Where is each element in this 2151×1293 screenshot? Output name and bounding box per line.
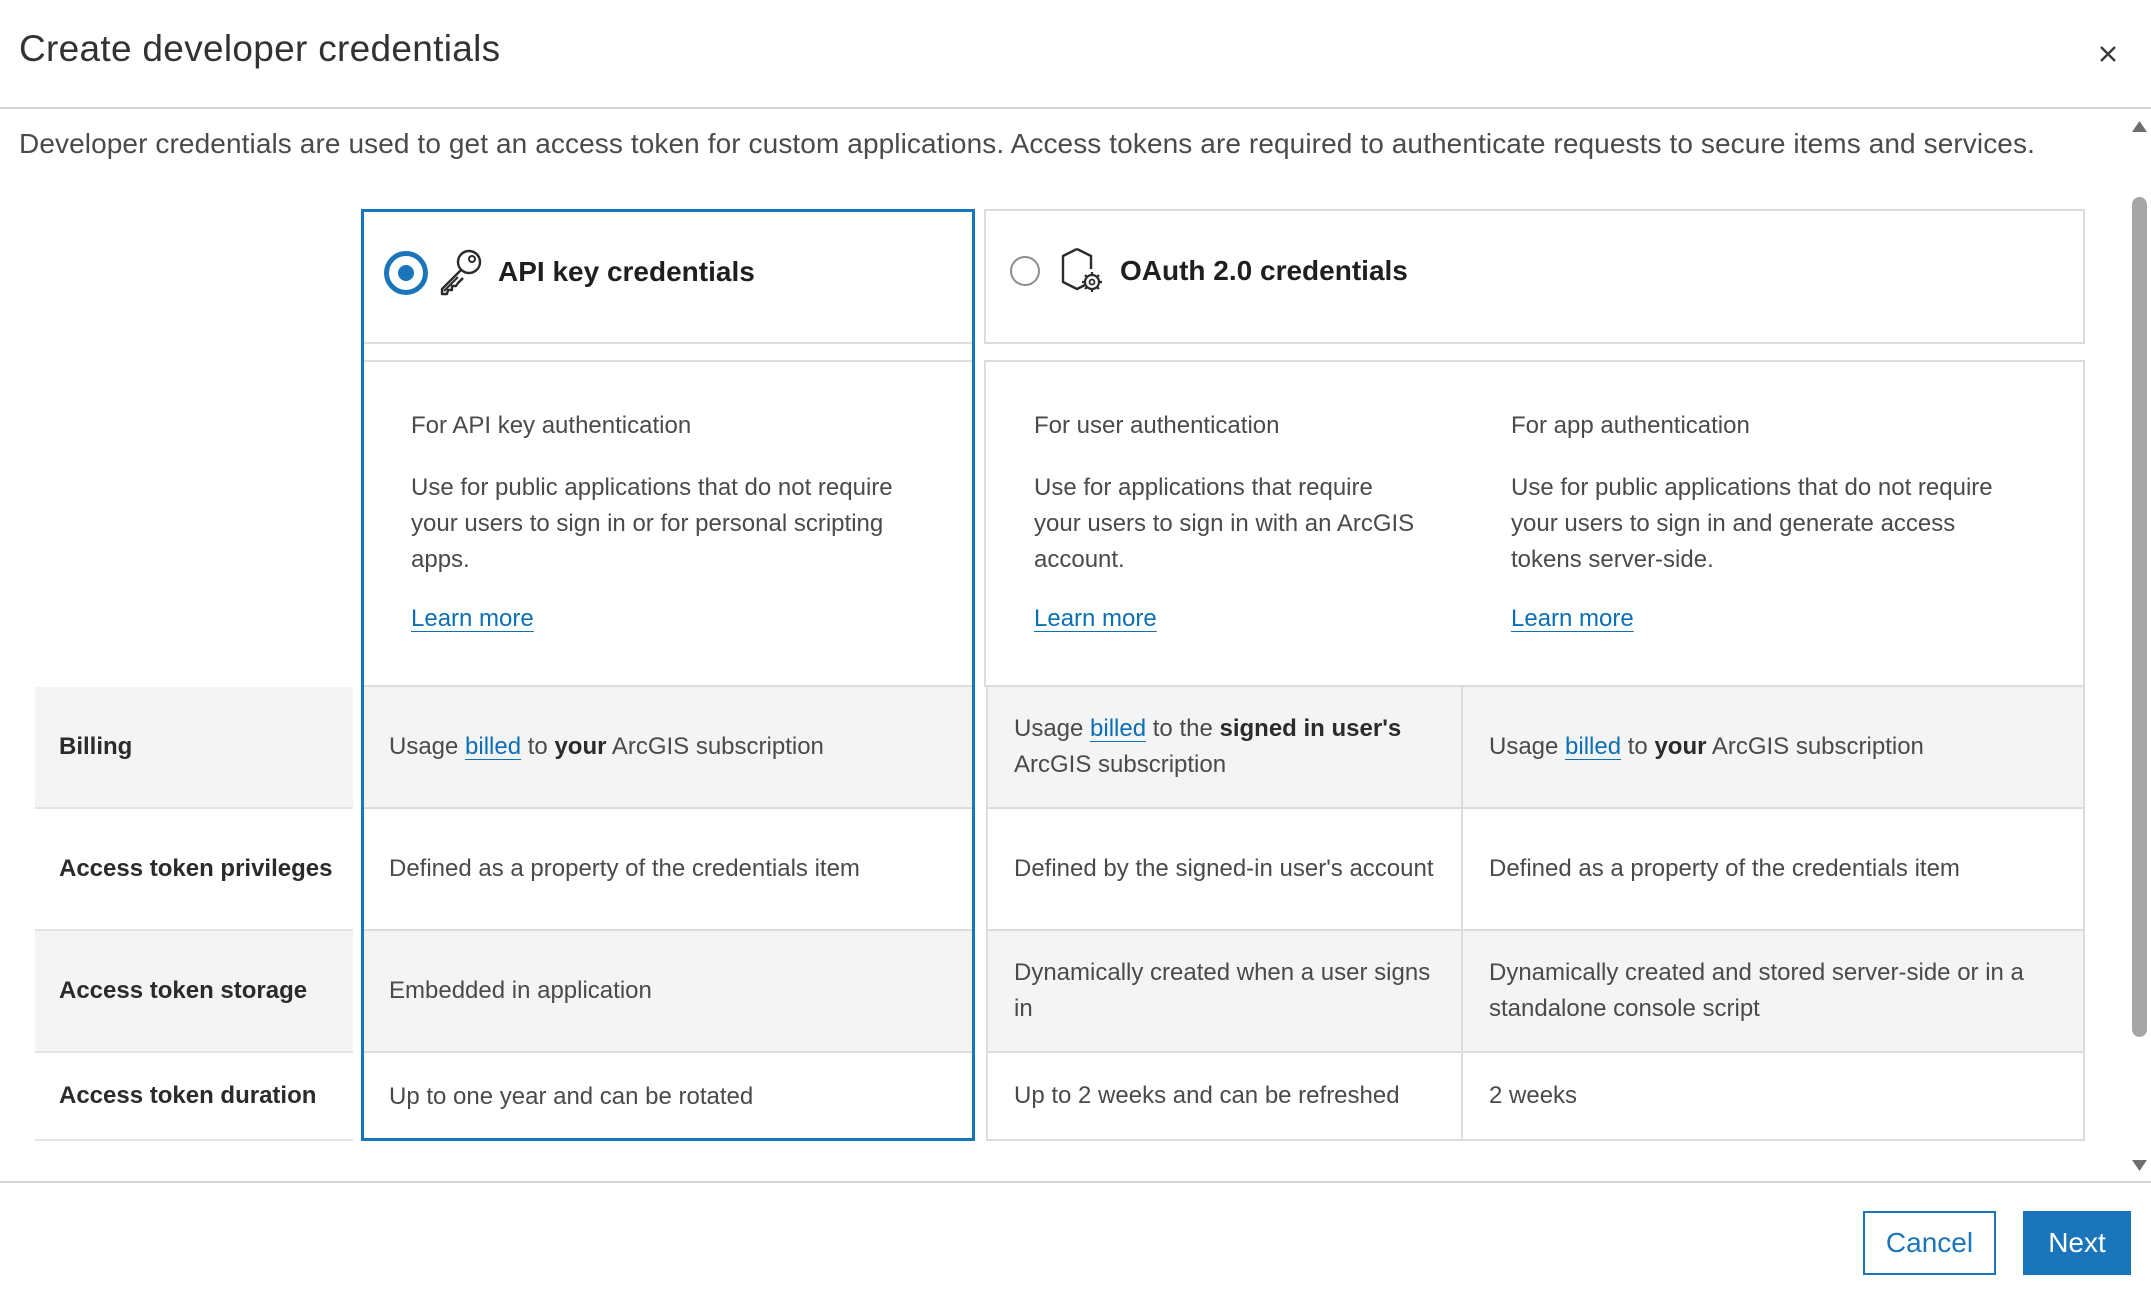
app-auth-description: [1463, 360, 2085, 687]
storage-cell-user-auth: Dynamically created when a user signs in: [986, 931, 1463, 1053]
billed-link[interactable]: billed: [1090, 715, 1147, 742]
storage-cell-app-auth: Dynamically created and stored server-side or in a standalone console script: [1463, 931, 2085, 1053]
cancel-button[interactable]: Cancel: [1863, 1211, 1996, 1275]
api-key-subtitle: For API key authentication: [411, 412, 692, 439]
billing-text: Usage billed to your ArcGIS subscription: [1489, 733, 1924, 760]
billing-cell-user-auth: [986, 687, 1463, 809]
user-auth-description: [984, 360, 1465, 687]
dialog-title: Create developer credentials: [19, 28, 501, 69]
next-button[interactable]: Next: [2023, 1211, 2131, 1275]
app-auth-subtitle: For app authentication: [1511, 412, 1750, 439]
oauth-option-card[interactable]: [984, 209, 2085, 344]
duration-cell-app-auth: 2 weeks: [1463, 1053, 2085, 1141]
dialog-header: [0, 0, 2151, 109]
api-key-option-title: API key credentials: [498, 256, 755, 287]
key-icon: [436, 246, 486, 298]
billing-text: Usage billed to the signed in user's ArcGIS subscription: [1014, 715, 1402, 778]
oauth-radio[interactable]: [1010, 256, 1040, 286]
privileges-row-label: Access token privileges: [35, 809, 353, 931]
privileges-cell-user-auth: Defined by the signed-in user's account: [986, 809, 1463, 931]
user-auth-learn-more-link[interactable]: Learn more: [1034, 605, 1157, 632]
scroll-up-arrow-icon[interactable]: [2131, 119, 2148, 133]
api-key-body: Use for public applications that do not require your users to sign in or for personal scripting apps.: [411, 474, 893, 573]
dialog-footer: [0, 1181, 2151, 1293]
app-auth-learn-more-link[interactable]: Learn more: [1511, 605, 1634, 632]
billing-cell-app-auth: [1463, 687, 2085, 809]
oauth-option-title: OAuth 2.0 credentials: [1120, 255, 1408, 286]
app-auth-body: Use for public applications that do not require your users to sign in and generate access tokens server-side.: [1511, 474, 1993, 573]
privileges-cell-app-auth: Defined as a property of the credentials item: [1463, 809, 2085, 931]
close-button[interactable]: [2090, 36, 2126, 72]
user-auth-body: Use for applications that require your users to sign in with an ArcGIS account.: [1034, 474, 1415, 573]
intro-text: Developer credentials are used to get an access token for custom applications. Access tokens are required to authenticate requests to secure items and services.: [19, 128, 2035, 159]
api-key-description: [363, 360, 975, 687]
api-key-option-card[interactable]: [361, 209, 975, 344]
close-icon: [2090, 36, 2126, 72]
scroll-down-arrow-icon[interactable]: [2131, 1159, 2148, 1173]
user-auth-subtitle: For user authentication: [1034, 412, 1280, 439]
scrollbar-thumb[interactable]: [2132, 197, 2147, 1037]
api-key-learn-more-link[interactable]: Learn more: [411, 605, 534, 632]
privileges-cell-api-key: Defined as a property of the credentials item: [363, 809, 975, 931]
billing-row-label: Billing: [35, 687, 353, 809]
duration-cell-api-key: Up to one year and can be rotated: [389, 1083, 754, 1110]
scrollbar[interactable]: [2128, 111, 2151, 1181]
storage-row-label: Access token storage: [35, 931, 353, 1053]
api-key-radio[interactable]: [384, 251, 428, 295]
billed-link[interactable]: billed: [1565, 733, 1622, 760]
duration-row-label: Access token duration: [35, 1053, 353, 1141]
storage-cell-api-key: Embedded in application: [363, 931, 975, 1053]
billing-text: Usage billed to your ArcGIS subscription: [389, 733, 824, 760]
billed-link[interactable]: billed: [465, 733, 522, 760]
hexagon-gear-icon: [1057, 245, 1107, 297]
duration-cell-user-auth: Up to 2 weeks and can be refreshed: [986, 1053, 1463, 1141]
billing-cell-api-key: [363, 687, 975, 809]
